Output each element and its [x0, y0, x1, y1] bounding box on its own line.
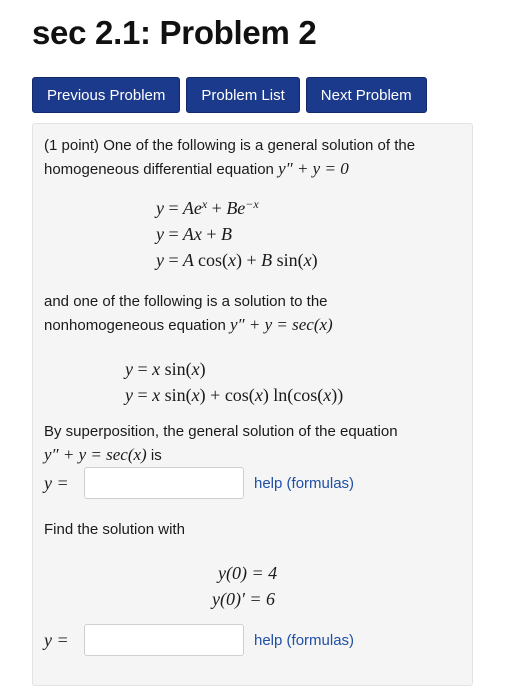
answer-label-2: y =	[44, 629, 69, 650]
initial-condition-2: y(0)′ = 6	[212, 589, 276, 609]
particular-option-1: y = x sin(x)	[125, 359, 206, 379]
find-text: Find the solution with	[44, 521, 185, 538]
superposition-is: is	[150, 447, 162, 464]
answer-row-1	[44, 467, 354, 499]
particular-option-2: y = x sin(x) + cos(x) ln(cos(x))	[125, 385, 344, 405]
problem-body	[32, 123, 473, 686]
problem-nav	[32, 77, 427, 113]
page-title: sec 2.1: Problem 2	[32, 14, 317, 51]
initial-condition-1: y(0) = 4	[218, 563, 278, 583]
superposition-prompt	[44, 420, 464, 467]
nonhomog-intro	[44, 290, 424, 337]
problem-list-button[interactable]: Problem List	[186, 77, 299, 113]
superposition-equation: y″ + y = sec(x)	[44, 445, 147, 464]
homog-option-3: y = A cos(x) + B sin(x)	[156, 250, 318, 270]
homog-option-1: $y = Ae^x + Be^{-x}$	[156, 197, 259, 218]
homogeneous-equation: y″ + y = 0	[278, 159, 349, 178]
help-formulas-link-2[interactable]: help (formulas)	[254, 631, 355, 649]
superposition-text: By superposition, the general solution of the equation	[44, 423, 398, 440]
nonhomogeneous-equation: y″ + y = sec(x)	[230, 315, 333, 334]
general-solution-input[interactable]	[84, 467, 244, 499]
intro-text: One of the following is a general solution of the homogeneous differential equation	[44, 137, 416, 178]
points-label: (1 point)	[44, 137, 100, 154]
next-problem-button[interactable]: Next Problem	[306, 77, 427, 113]
previous-problem-button[interactable]: Previous Problem	[32, 77, 180, 113]
answer-label-1: y =	[44, 472, 69, 493]
homog-option-2: y = Ax + B	[156, 224, 232, 244]
particular-solution-input[interactable]	[84, 624, 244, 656]
help-formulas-link-1[interactable]: help (formulas)	[254, 474, 355, 492]
answer-row-2	[44, 624, 354, 656]
problem-intro	[44, 134, 464, 181]
nonhomog-text: and one of the following is a solution to the nonhomogeneous equation	[44, 293, 328, 334]
